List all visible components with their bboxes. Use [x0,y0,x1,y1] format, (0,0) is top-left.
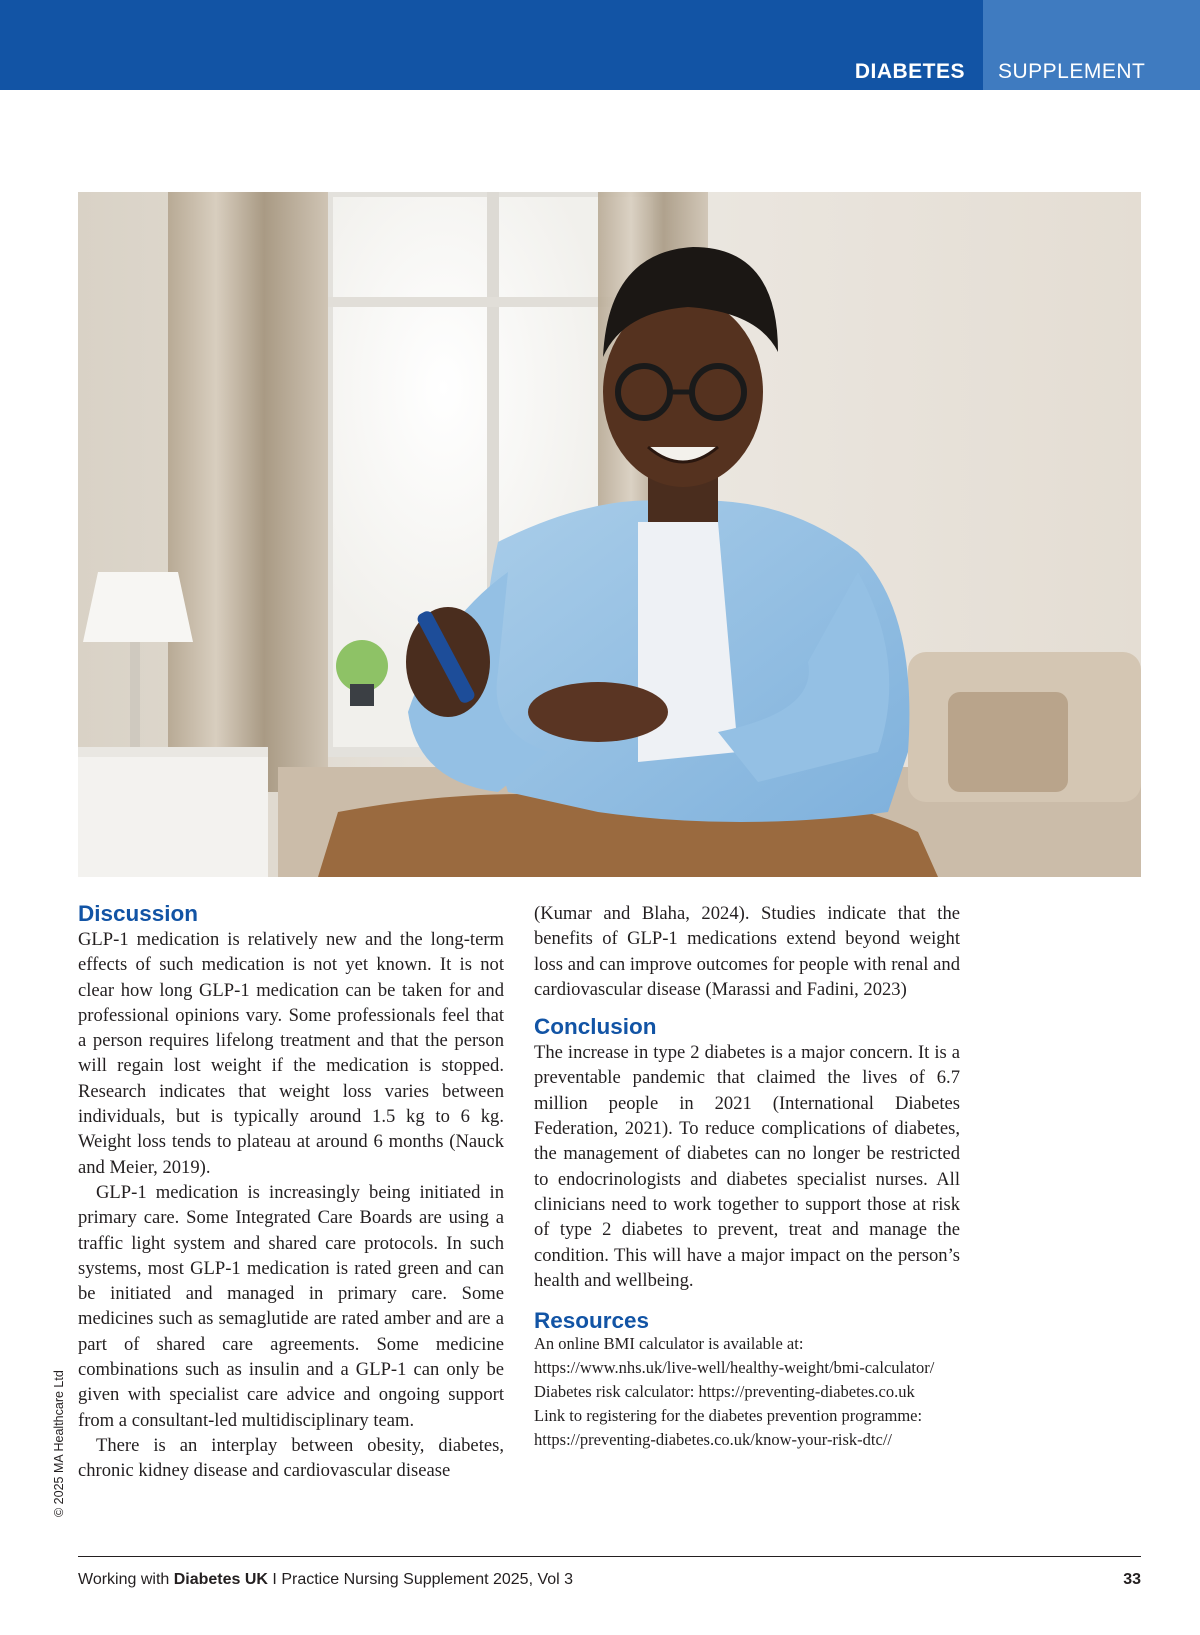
resource-risk-calculator[interactable]: Diabetes risk calculator: https://preventing-diabetes.co.uk [534,1382,915,1402]
footer-divider [78,1556,1141,1557]
resources-intro: An online BMI calculator is available at: [534,1334,804,1354]
right-column [534,901,960,1454]
conclusion-heading: Conclusion [534,1014,657,1040]
resource-link-prevention[interactable]: https://preventing-diabetes.co.uk/know-your-risk-dtc// [534,1430,893,1450]
discussion-paragraph-3: There is an interplay between obesity, diabetes, chronic kidney disease and cardiovascular disease [78,1434,504,1482]
resources-list [534,1334,960,1450]
resources-heading: Resources [534,1308,650,1334]
conclusion-paragraph: The increase in type 2 diabetes is a major concern. It is a preventable pandemic that claimed the lives of 6.7 million people in 2021 (International Diabetes Federation, 2021). To reduce complications of diabetes, the management of diabetes can no longer be restricted to endocrinologists and diabetes specialist nurses. All clinicians need to work together to support those at risk of type 2 diabetes to prevent, treat and manage the condition. This will have a major impact on the person’s health and wellbeing. [534,1042,960,1291]
resource-prevention-label: Link to registering for the diabetes prevention programme: [534,1406,923,1426]
page-number: 33 [1123,1571,1141,1588]
discussion-heading: Discussion [78,901,199,926]
discussion-paragraph-1: GLP-1 medication is relatively new and the long-term effects of such medication is not yet known. It is not clear how long GLP-1 medication can be taken for and professional opinions vary. Some professionals feel that a person requires lifelong treatment and that the person will regain lost weight if the medication is stopped. Research indicates that weight loss varies between individuals, but is typically around 1.5 kg to 6 kg. Weight loss tends to plateau at around 6 months (Nauck and Meier, 2019). [78,929,504,1178]
discussion-paragraph-2: GLP-1 medication is increasingly being initiated in primary care. Some Integrated Care Boards are using a traffic light system and shared care protocols. In such systems, most GLP-1 medication is rated green and can be initiated and managed in primary care. Some medicines such as semaglutide are rated amber and are a part of shared care agreements. Some medicine combinations such as insulin and a GLP-1 can only be given with specialist care advice and ongoing support from a consultant-led multidisciplinary team. [78,1181,504,1431]
footer-brand: Diabetes UK [173,1571,268,1588]
subsection-label: SUPPLEMENT [998,60,1146,83]
footer-suffix: I Practice Nursing Supplement 2025, Vol 3 [267,1571,574,1588]
footer-citation [78,1571,573,1589]
left-column [78,901,504,1484]
resource-link-bmi[interactable]: https://www.nhs.uk/live-well/healthy-weight/bmi-calculator/ [534,1358,935,1378]
section-label: DIABETES [854,60,965,83]
discussion-paragraph-3-continued: (Kumar and Blaha, 2024). Studies indicate that the benefits of GLP-1 medications extend beyond weight loss and can improve outcomes for people with renal and cardiovascular disease (Marassi and Fadini, 2023) [534,903,960,1000]
copyright-notice: © 2025 MA Healthcare Ltd [52,1370,66,1517]
article-photo [78,192,1141,877]
footer-prefix: Working with [78,1571,174,1588]
